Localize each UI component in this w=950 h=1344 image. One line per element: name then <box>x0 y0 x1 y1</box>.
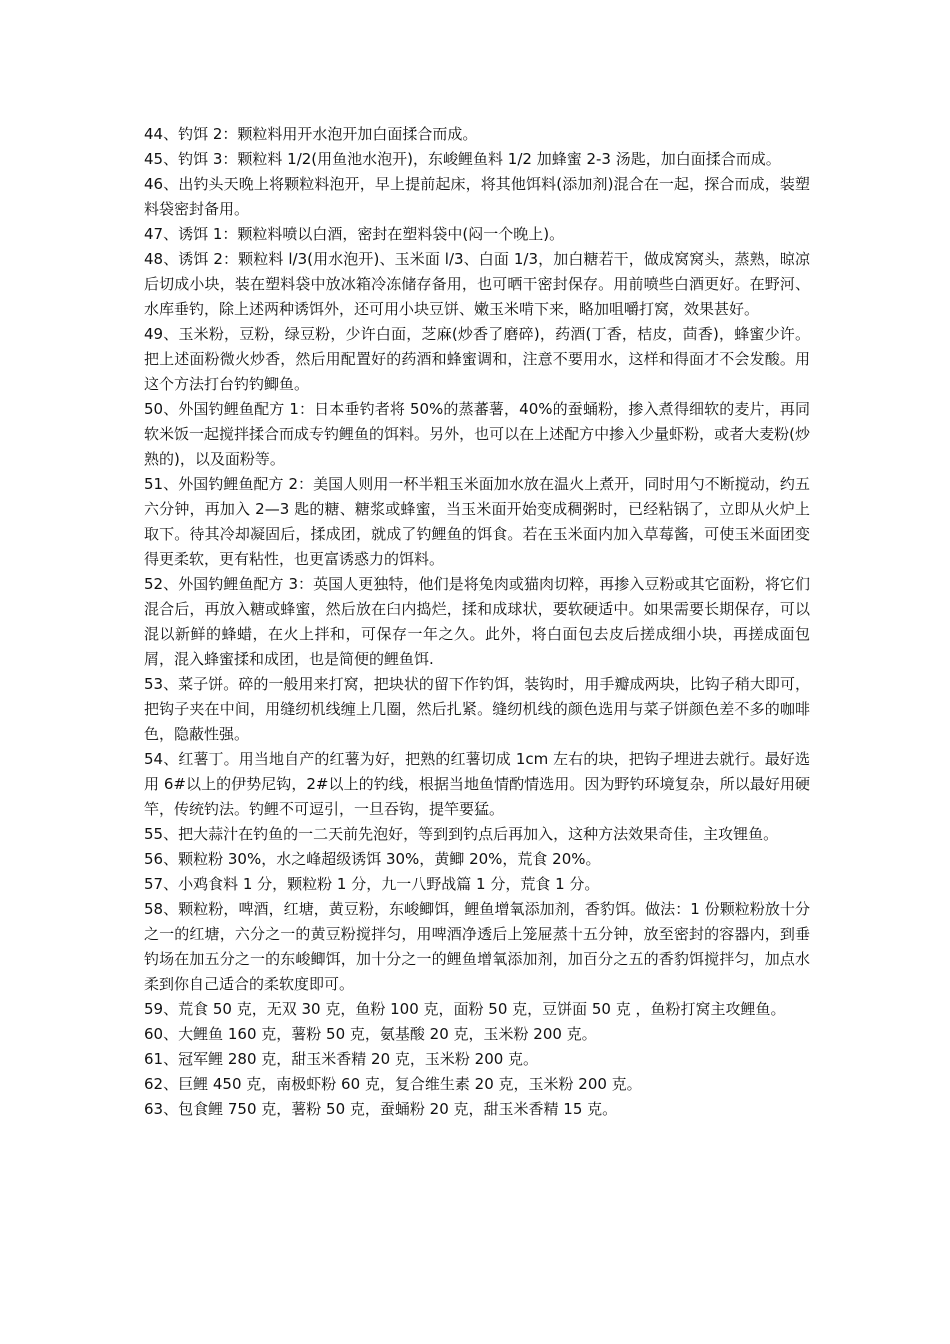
recipe-paragraph-50: 50、外国钓鲤鱼配方 1：日本垂钓者将 50%的蒸蕃薯，40%的蚕蛹粉，掺入煮得细软的麦片，再同软米饭一起搅拌揉合而成专钓鲤鱼的饵料。另外，也可以在上述配方中掺入少量虾粉，或者大麦粉(炒熟的)，以及面粉等。 <box>144 400 810 468</box>
recipe-paragraph-46: 46、出钓头天晚上将颗粒料泡开，早上提前起床，将其他饵料(添加剂)混合在一起，探合而成，装塑料袋密封备用。 <box>144 175 810 218</box>
recipe-paragraph-62: 62、巨鲤 450 克，南极虾粉 60 克，复合维生素 20 克，玉米粉 200 克。 <box>144 1075 642 1093</box>
recipe-paragraph-58: 58、颗粒粉，啤酒，红塘，黄豆粉，东峻鲫饵，鲤鱼增氧添加剂，香豹饵。做法：1 份颗粒粉放十分之一的红塘，六分之一的黄豆粉搅拌匀，用啤酒净透后上笼屉蒸十五分钟，放至密封的容器内，到垂钓场在加五分之一的东峻鲫饵，加十分之一的鲤鱼增氧添加剂，加百分之五的香豹饵搅拌匀，加点水柔到你自己适合的柔软度即可。 <box>144 900 810 993</box>
recipe-paragraph-63: 63、包食鲤 750 克，薯粉 50 克，蚕蛹粉 20 克，甜玉米香精 15 克。 <box>144 1100 618 1118</box>
recipe-paragraph-56: 56、颗粒粉 30%，水之峰超级诱饵 30%，黄鲫 20%，荒食 20%。 <box>144 850 601 868</box>
recipe-paragraph-44: 44、钓饵 2：颗粒料用开水泡开加白面揉合而成。 <box>144 125 478 143</box>
recipe-paragraph-57: 57、小鸡食料 1 分，颗粒粉 1 分，九一八野战篇 1 分，荒食 1 分。 <box>144 875 600 893</box>
document-page <box>144 122 810 1122</box>
recipe-paragraph-47: 47、诱饵 1：颗粒料喷以白酒，密封在塑料袋中(闷一个晚上)。 <box>144 225 565 243</box>
recipe-paragraph-53: 53、菜子饼。碎的一般用来打窝，把块状的留下作钓饵，装钩时，用手瓣成两块，比钩子稍大即可，把钩子夹在中间，用缝纫机线缠上几圈，然后扎紧。缝纫机线的颜色选用与菜子饼颜色差不多的咖啡色，隐蔽性强。 <box>144 675 810 743</box>
recipe-paragraph-51: 51、外国钓鲤鱼配方 2：美国人则用一杯半粗玉米面加水放在温火上煮开，同时用勺不断搅动，约五六分钟，再加入 2—3 匙的糖、糖浆或蜂蜜，当玉米面开始变成稠粥时，已经粘锅了，立即从火炉上取下。待其冷却凝固后，揉成团，就成了钓鲤鱼的饵食。若在玉米面内加入草莓酱，可使玉米面团变得更柔软，更有粘性，也更富诱惑力的饵料。 <box>144 475 810 568</box>
recipe-paragraph-60: 60、大鲤鱼 160 克，薯粉 50 克，氨基酸 20 克，玉米粉 200 克。 <box>144 1025 597 1043</box>
recipe-paragraph-49: 49、玉米粉，豆粉，绿豆粉，少许白面，芝麻(炒香了磨碎)，药酒(丁香，桔皮，茴香)，蜂蜜少许。把上述面粉微火炒香，然后用配置好的药酒和蜂蜜调和，注意不要用水，这样和得面才不会发酸。用这个方法打台钓钓鲫鱼。 <box>144 325 810 393</box>
recipe-paragraph-48: 48、诱饵 2：颗粒料 l/3(用水泡开)、玉米面 l/3、白面 1/3，加白糖若干，做成窝窝头，蒸熟，晾凉后切成小块，装在塑料袋中放冰箱冷冻储存备用，也可晒干密封保存。用前喷些白酒更好。在野河、水库垂钓，除上述两种诱饵外，还可用小块豆饼、嫩玉米啃下来，略加咀嚼打窝，效果甚好。 <box>144 250 810 318</box>
recipe-paragraph-59: 59、荒食 50 克，无双 30 克，鱼粉 100 克，面粉 50 克，豆饼面 50 克 ，鱼粉打窝主攻鲤鱼。 <box>144 1000 786 1018</box>
recipe-paragraph-52: 52、外国钓鲤鱼配方 3：英国人更独特，他们是将兔肉或猫肉切粹，再掺入豆粉或其它面粉，将它们混合后，再放入糖或蜂蜜，然后放在臼内捣烂，揉和成球状，要软硬适中。如果需要长期保存，可以混以新鲜的蜂蜡，在火上拌和，可保存一年之久。此外，将白面包去皮后搓成细小块，再搓成面包屑，混入蜂蜜揉和成团，也是简便的鲤鱼饵. <box>144 575 810 668</box>
recipe-paragraph-55: 55、把大蒜汁在钓鱼的一二天前先泡好，等到到钓点后再加入，这种方法效果奇佳，主攻锂鱼。 <box>144 825 779 843</box>
recipe-paragraph-61: 61、冠军鲤 280 克，甜玉米香精 20 克，玉米粉 200 克。 <box>144 1050 539 1068</box>
recipe-paragraph-54: 54、红薯丁。用当地自产的红薯为好，把熟的红薯切成 1cm 左右的块，把钩子埋进去就行。最好选用 6#以上的伊势尼钩，2#以上的钓线，根据当地鱼情酌情选用。因为野钓环境复杂，所以最好用硬竿，传统钓法。钓鲤不可逗引，一旦吞钩，提竿要猛。 <box>144 750 810 818</box>
recipe-paragraph-45: 45、钓饵 3：颗粒料 1/2(用鱼池水泡开)，东峻鲤鱼料 1/2 加蜂蜜 2-3 汤匙，加白面揉合而成。 <box>144 150 781 168</box>
